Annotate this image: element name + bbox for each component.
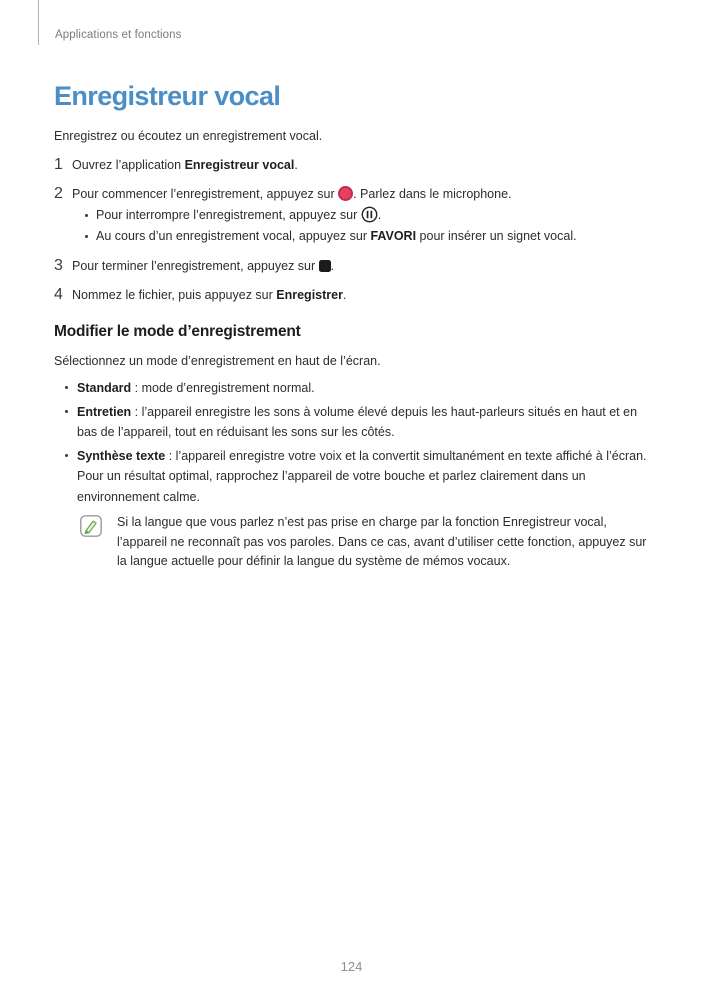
breadcrumb: Applications et fonctions: [55, 29, 182, 41]
mode-entretien: Entretien : l’appareil enregistre les sons à volume élevé depuis les haut-parleurs situés en haut et en bas de l’appareil, tout en réduisant les sons sur les côtés.: [54, 402, 649, 443]
mode-name: Entretien: [77, 404, 132, 419]
step-number: 2: [54, 185, 63, 202]
step-text: Pour commencer l’enregistrement, appuyez sur . Parlez dans le microphone.: [72, 187, 512, 201]
enregistrer-label: Enregistrer: [276, 288, 343, 302]
steps-list: [54, 155, 649, 305]
bullet-dot: [65, 454, 68, 457]
mode-name: Standard: [77, 381, 132, 395]
mode-synthese-texte: Synthèse texte : l’appareil enregistre votre voix et la convertit simultanément en texte affiché à l’écran. Pour un résultat optimal, rapprochez l’appareil de votre bouche et parlez clairement dans un environnement calme.: [54, 446, 649, 508]
step-3: [54, 256, 649, 276]
step-4: [54, 285, 649, 305]
step-number: 4: [54, 286, 63, 303]
step-1: [54, 155, 649, 175]
bullet-dot: [85, 235, 88, 238]
stop-icon: [319, 260, 331, 272]
step-text: Ouvrez l’application Enregistreur vocal.: [72, 158, 298, 172]
step-text: Nommez le fichier, puis appuyez sur Enregistrer.: [72, 288, 347, 302]
bullet-dot: [85, 214, 88, 217]
step-text: Pour terminer l’enregistrement, appuyez sur .: [72, 259, 335, 273]
record-icon: [338, 186, 353, 201]
step-2: [54, 184, 649, 247]
step-number: 1: [54, 156, 63, 173]
section-heading: Modifier le mode d’enregistrement: [54, 323, 301, 340]
pause-icon: [361, 206, 378, 223]
modes-list: [54, 378, 649, 507]
favori-label: FAVORI: [370, 229, 417, 243]
note-text: Si la langue que vous parlez n’est pas prise en charge par la fonction Enregistreur vocal, l’appareil ne reconnaît pas vos paroles. Dans ce cas, avant d’utiliser cette fonction, appuyez sur la langue actuelle pour définir la langue du système de mémos vocaux.: [117, 515, 647, 568]
mode-standard: Standard : mode d’enregistrement normal.: [54, 378, 649, 399]
app-name-bold: Enregistreur vocal: [184, 158, 295, 172]
bullet-dot: [65, 386, 68, 389]
step-number: 3: [54, 257, 63, 274]
note-block: [54, 513, 649, 572]
running-header: [38, 0, 182, 45]
list-item: Au cours d’un enregistrement vocal, appuyez sur FAVORI pour insérer un signet vocal.: [72, 226, 649, 247]
step-2-sub-bullets: [72, 205, 649, 247]
page-content: [54, 80, 649, 572]
note-pencil-icon: [80, 515, 102, 537]
section-lead: Sélectionnez un mode d’enregistrement en haut de l’écran.: [54, 354, 381, 368]
bullet-dot: [65, 410, 68, 413]
mode-name: Synthèse texte: [77, 448, 166, 463]
intro-text: Enregistrez ou écoutez un enregistrement vocal.: [54, 129, 323, 143]
list-item: Pour interrompre l’enregistrement, appuyez sur .: [72, 205, 649, 226]
page-title: Enregistreur vocal: [54, 81, 281, 111]
page-number: 124: [340, 959, 363, 974]
